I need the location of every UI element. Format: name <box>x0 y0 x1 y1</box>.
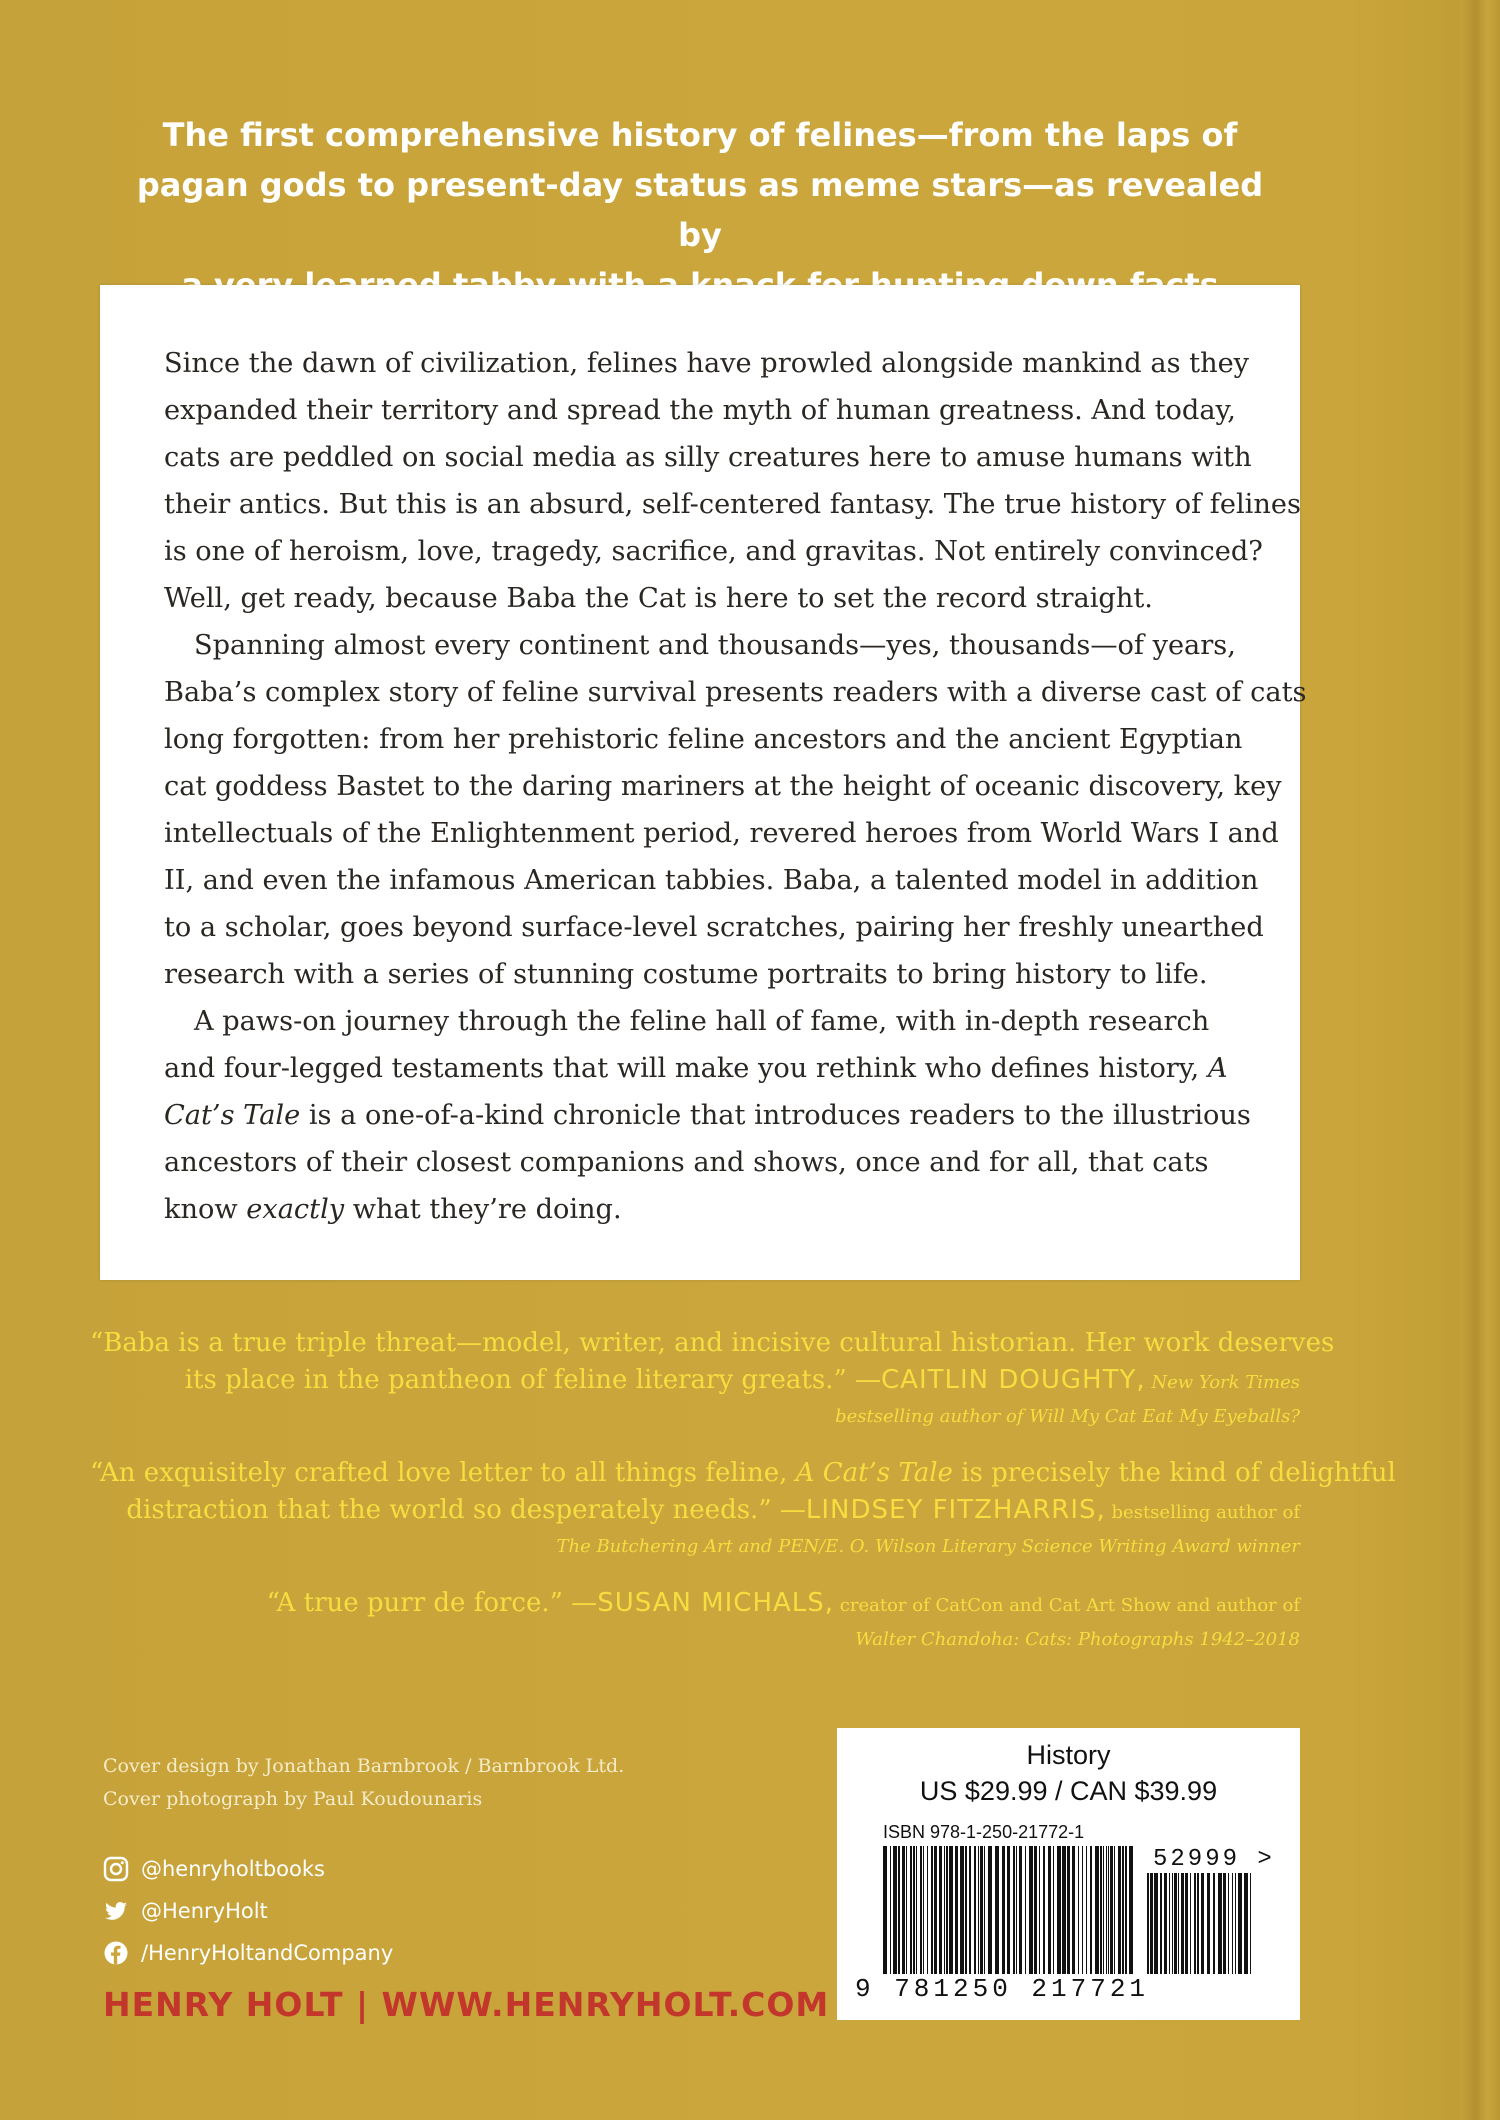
quote-author: LINDSEY FITZHARRIS, <box>805 1495 1106 1525</box>
barcode-bar <box>1129 1846 1133 1974</box>
text-line <box>164 1092 1251 1139</box>
tagline <box>110 110 1290 310</box>
barcode-bar <box>978 1846 979 1974</box>
barcode-bar <box>1034 1846 1037 1974</box>
publisher-footer: HENRY HOLT | WWW.HENRYHOLT.COM <box>103 1985 830 2024</box>
barcode-bar <box>898 1846 900 1974</box>
text-line: Well, get ready, because Baba the Cat is here to set the record straight. <box>164 583 1153 614</box>
quote-attribution: The Butchering Art and PEN/E. O. Wilson Literary Science Writing Award winner <box>556 1536 1300 1557</box>
barcode-bar <box>1082 1846 1083 1974</box>
barcode-bar <box>1218 1873 1222 1974</box>
barcode-bar <box>960 1846 964 1974</box>
barcode-bar <box>1016 1846 1017 1974</box>
barcode-bar <box>1029 1846 1033 1974</box>
text-line: A paws-on journey through the feline hall of fame, with in-depth research <box>194 1006 1210 1037</box>
barcode-bar <box>1178 1873 1179 1974</box>
quote-attribution: Walter Chandoha: Cats: Photographs 1942–2018 <box>855 1629 1300 1650</box>
barcode-bar <box>1067 1846 1070 1974</box>
text-line: expanded their territory and spread the myth of human greatness. And today, <box>164 395 1236 426</box>
review-quotes <box>90 1325 1396 1678</box>
barcode-bar <box>1164 1873 1167 1974</box>
barcode-bar <box>1002 1846 1005 1974</box>
barcode-bar <box>1181 1873 1184 1974</box>
barcode-bar <box>1228 1873 1229 1974</box>
barcode-bar <box>893 1846 897 1974</box>
quote-fragment: distraction that the world so desperately needs.” — <box>126 1495 806 1525</box>
social-link-twitter[interactable] <box>103 1890 393 1932</box>
barcode-bar <box>1147 1873 1149 1974</box>
barcode-bar <box>946 1846 948 1974</box>
text-line: Spanning almost every continent and thousands—yes, thousands—of years, <box>194 630 1236 661</box>
barcode-bar <box>1125 1846 1127 1974</box>
quote-line <box>90 1455 1396 1492</box>
barcode-addon-number: 52999 > <box>1153 1846 1275 1873</box>
book-title-italic: Cat’s Tale <box>164 1100 301 1131</box>
barcode-bar <box>1213 1873 1215 1974</box>
barcode-bar <box>1106 1846 1107 1974</box>
barcode-bar <box>1095 1846 1099 1974</box>
text-line: their antics. But this is an absurd, self-centered fantasy. The true history of felines <box>164 489 1301 520</box>
cover-credits <box>103 1750 624 1816</box>
barcode-bar <box>890 1846 891 1974</box>
barcode-bar <box>1122 1846 1124 1974</box>
category-label: History <box>1026 1740 1111 1770</box>
quote-author: SUSAN MICHALS, <box>597 1588 835 1618</box>
description-paragraph-2 <box>164 622 1307 998</box>
social-handle: /HenryHoltandCompany <box>141 1941 394 1965</box>
quote-fragment: its place in the pantheon of feline literary greats.” — <box>184 1365 882 1395</box>
social-link-facebook[interactable] <box>103 1932 393 1974</box>
barcode-bar <box>944 1846 945 1974</box>
barcode-bar <box>1108 1846 1109 1974</box>
barcode-bar <box>1174 1873 1177 1974</box>
text-line: long forgotten: from her prehistoric feline ancestors and the ancient Egyptian <box>164 724 1243 755</box>
text-fragment: know <box>164 1194 247 1225</box>
text-line: II, and even the infamous American tabbies. Baba, a talented model in addition <box>164 865 1259 896</box>
barcode-bar <box>1172 1873 1173 1974</box>
barcode-bar <box>1238 1873 1242 1974</box>
barcode-bar <box>1250 1873 1251 1974</box>
quote-fragment: “An exquisitely crafted love letter to all things feline, <box>90 1458 796 1488</box>
tagline-line: pagan gods to present-day status as meme stars—as revealed by <box>136 166 1264 254</box>
barcode-bar <box>955 1846 958 1974</box>
barcode-bar <box>1190 1873 1191 1974</box>
facebook-icon <box>103 1940 129 1966</box>
barcode-bar <box>902 1846 905 1974</box>
emphasis-word: exactly <box>246 1194 345 1225</box>
barcode-bar <box>1007 1846 1010 1974</box>
quote-fragment: “A true purr de force.” — <box>266 1588 598 1618</box>
cover-edge <box>1460 0 1500 2120</box>
barcode-bar <box>1154 1873 1158 1974</box>
quote-line <box>90 1585 1300 1624</box>
quote-attribution: bestselling author of Will My Cat Eat My Eyeballs? <box>835 1406 1300 1427</box>
quote-line <box>90 1492 1300 1531</box>
barcode-bar <box>1086 1846 1087 1974</box>
text-line: Baba’s complex story of feline survival presents readers with a diverse cast of cats <box>164 677 1307 708</box>
isbn-label: ISBN 978-1-250-21772-1 <box>883 1822 1085 1842</box>
credit-line: Cover photograph by Paul Koudounaris <box>103 1788 483 1810</box>
barcode-bar <box>995 1846 999 1974</box>
barcode-bar <box>1110 1846 1113 1974</box>
barcode-digits: 9 781250 217721 <box>855 1974 1150 2004</box>
quote-line: “Baba is a true triple threat—model, writer, and incisive cultural historian. Her work deserves <box>90 1328 1335 1358</box>
barcode-bar <box>1043 1846 1045 1974</box>
quote-author: CAITLIN DOUGHTY, <box>881 1365 1146 1395</box>
barcode-bar <box>931 1846 933 1974</box>
quote-fragment: creator of CatCon and Cat Art Show and author of <box>834 1595 1300 1616</box>
barcode-bar <box>920 1846 922 1974</box>
credit-line: Cover design by Jonathan Barnbrook / Barnbrook Ltd. <box>103 1755 625 1777</box>
barcode-bar <box>1169 1873 1170 1974</box>
text-line: is one of heroism, love, tragedy, sacrifice, and gravitas. Not entirely convinced? <box>164 536 1263 567</box>
quote-fragment: is precisely the kind of delightful <box>952 1458 1396 1488</box>
barcode-bar <box>1207 1873 1210 1974</box>
barcode-bar <box>1118 1846 1121 1974</box>
barcode-bar <box>1232 1873 1233 1974</box>
book-title-italic: A Cat’s Tale <box>795 1458 953 1488</box>
barcode-bar <box>969 1846 971 1974</box>
barcode-bar <box>1114 1846 1115 1974</box>
barcode-bar <box>916 1846 917 1974</box>
tagline-line: The first comprehensive history of felines—from the laps of <box>162 116 1238 154</box>
barcode-bar <box>1019 1846 1022 1974</box>
barcode-bar <box>934 1846 937 1974</box>
barcode-bar <box>1235 1873 1236 1974</box>
social-links <box>103 1848 393 1974</box>
barcode-bar <box>1197 1873 1199 1974</box>
quote-fragment: bestselling author of <box>1105 1502 1300 1523</box>
barcode-bar <box>906 1846 907 1974</box>
barcode-bar <box>1013 1846 1015 1974</box>
review-quote-3 <box>90 1585 1300 1656</box>
barcode-bar <box>988 1846 992 1974</box>
barcode-bar <box>974 1846 976 1974</box>
text-line: ancestors of their closest companions and shows, once and for all, that cats <box>164 1147 1209 1178</box>
barcode-bar <box>984 1846 985 1974</box>
quote-line <box>90 1362 1300 1401</box>
barcode-bar <box>1072 1846 1075 1974</box>
social-handle: @henryholtbooks <box>141 1857 325 1881</box>
text-line: cats are peddled on social media as silly creatures here to amuse humans with <box>164 442 1252 473</box>
review-quote-1 <box>90 1325 1335 1433</box>
review-quote-2 <box>90 1455 1396 1563</box>
social-handle: @HenryHolt <box>141 1899 268 1923</box>
barcode-bar <box>1100 1846 1102 1974</box>
barcode-bar <box>965 1846 967 1974</box>
barcode-bar <box>980 1846 983 1974</box>
text-fragment: what they’re doing. <box>344 1194 622 1225</box>
barcode-bar <box>910 1846 912 1974</box>
description-paragraph-3 <box>164 998 1251 1233</box>
barcode-bar <box>1194 1873 1196 1974</box>
barcode-bar <box>1090 1846 1092 1974</box>
barcode-bar <box>1185 1873 1188 1974</box>
barcode-bar <box>1160 1873 1162 1974</box>
barcode-bar <box>1057 1846 1061 1974</box>
book-title-italic: A <box>1207 1053 1228 1084</box>
barcode-bar <box>913 1846 915 1974</box>
barcode-bar <box>1039 1846 1040 1974</box>
instagram-icon <box>103 1856 129 1882</box>
description-box <box>100 285 1307 1280</box>
text-line: Since the dawn of civilization, felines have prowled alongside mankind as they <box>164 348 1250 379</box>
barcode-bar <box>927 1846 928 1974</box>
text-line: intellectuals of the Enlightenment period, revered heroes from World Wars I and <box>164 818 1279 849</box>
barcode-bar <box>1223 1873 1226 1974</box>
isbn-barcode <box>883 1846 1135 1974</box>
text-line <box>164 1186 1236 1233</box>
text-line <box>164 1045 1236 1092</box>
barcode-bar <box>1062 1846 1066 1974</box>
barcode-bar <box>1244 1873 1248 1974</box>
twitter-icon <box>103 1898 129 1924</box>
text-line: research with a series of stunning costume portraits to bring history to life. <box>164 959 1208 990</box>
text-line: cat goddess Bastet to the daring mariners at the height of oceanic discovery, key <box>164 771 1282 802</box>
barcode-bar <box>949 1846 953 1974</box>
barcode-bar <box>923 1846 924 1974</box>
barcode-panel <box>837 1728 1300 2020</box>
barcode-bar <box>1025 1846 1026 1974</box>
barcode-bar <box>1078 1846 1079 1974</box>
price-addon-barcode <box>1147 1873 1257 1974</box>
barcode-bar <box>1150 1873 1153 1974</box>
text-fragment: and four-legged testaments that will make you rethink who defines history, <box>164 1053 1208 1084</box>
barcode-bar <box>883 1846 887 1974</box>
social-link-instagram[interactable] <box>103 1848 393 1890</box>
text-fragment: is a one-of-a-kind chronicle that introduces readers to the illustrious <box>300 1100 1251 1131</box>
barcode-bar <box>1103 1846 1104 1974</box>
price-label: US $29.99 / CAN $39.99 <box>919 1776 1218 1806</box>
barcode-bar <box>939 1846 942 1974</box>
barcode-bar <box>1053 1846 1054 1974</box>
description-paragraph-1 <box>164 340 1301 622</box>
text-line: to a scholar, goes beyond surface-level scratches, pairing her freshly unearthed <box>164 912 1264 943</box>
quote-publication: New York Times <box>1145 1372 1300 1393</box>
barcode-bar <box>1048 1846 1051 1974</box>
barcode-bar <box>1201 1873 1204 1974</box>
